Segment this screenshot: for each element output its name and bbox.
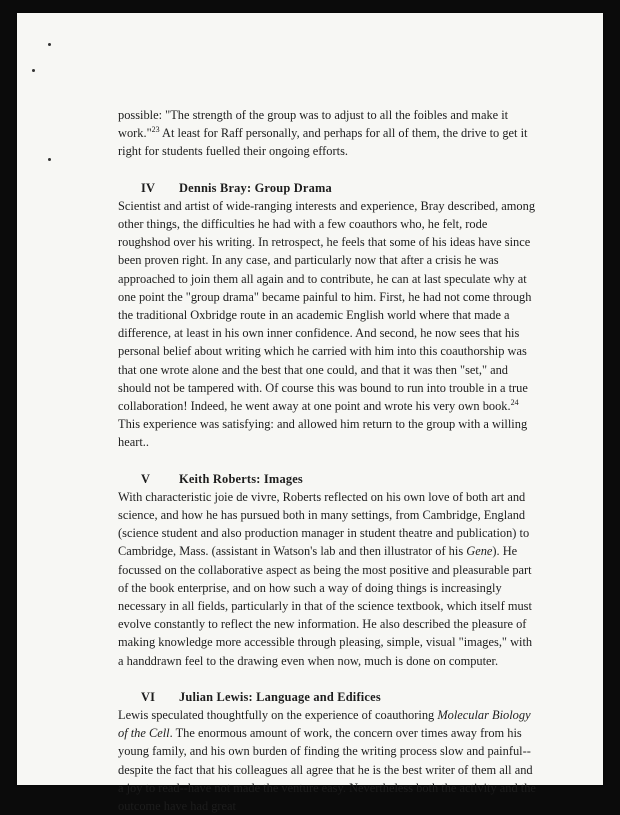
- paragraph-bray: Scientist and artist of wide-ranging interests and experience, Bray described, among other things, the difficulties he had with a few coauthors who, he felt, rode roughshod over his writing. In retrospect, he feels that some of his ideas have since been proven right. In any case, and particularly now that after a crisis he was approached to join them all again and to contribute, he can at last speculate why at one point the "group drama" became painful to him. First, he had not come through the traditional Oxbridge route in an academic English world where that made a difference, at least in his own inner confidence. And second, he now sees that his personal belief about writing which he carried with him into this coauthorship was that one wrote alone and the best that one could, and that it was then "set," and should not be tampered with. Of course this was bound to run into trouble in a true collaboration! Indeed, he went away at one point and wrote his very own book.$^{24}$ This experience was satisfying: and allowed him return to the group with a willing heart..: [118, 198, 536, 450]
- paragraph-lewis: Lewis speculated thoughtfully on the experience of coauthoring Molecular Biology of the Cell. The enormous amount of work, the concern over times away from his young family, and his own burden of finding the writing process slow and painful--despite the fact that his colleagues all agree that he is the best writer of them all and a joy to read--have not made the venture easy. Nevertheless both the activity and the outcome have had great: [118, 708, 536, 814]
- margin-mark: [32, 69, 35, 72]
- margin-mark: [48, 158, 51, 161]
- footnote-ref-23: 23: [151, 125, 160, 135]
- paragraph-continuation: possible: "The strength of the group was to adjust to all the foibles and make it work."$^{23}$ At least for Raff personally, and perhaps for all of them, the drive to get it right for students fuelled their ongoing efforts.: [118, 108, 528, 159]
- section-heading-v: V Keith Roberts: Images: [141, 471, 303, 486]
- paragraph-roberts: With characteristic joie de vivre, Roberts reflected on his own love of both art and science, and how he has pursued both in many settings, from Cambridge, England (science student and also production manager in student theatre and publication) to Cambridge, Mass. (assistant in Watson's lab and then illustrator of his Gene). He focussed on the collaborative aspect as being the most positive and pleasurable part of the book enterprise, and on how such a way of doing things is increasingly necessary in all fields, particularly in that of the science textbook, which itself must evolve constantly to reflect the new information. He also described the pleasure of making knowledge more accessible through pleasing, simple, visual "images," with a handdrawn feel to the drawing even when now, much is done on computer.: [118, 489, 533, 668]
- body-text: [118, 106, 538, 815]
- footnote-ref-24: 24: [510, 397, 519, 407]
- margin-mark: [48, 43, 51, 46]
- section-heading-iv: IV Dennis Bray: Group Drama: [141, 180, 332, 195]
- section-heading-vi: VI Julian Lewis: Language and Edifices: [141, 689, 381, 704]
- book-title-mboc: Molecular Biology of the Cell: [118, 708, 531, 741]
- book-title-gene: Gene: [466, 544, 493, 559]
- document-page: [17, 13, 603, 814]
